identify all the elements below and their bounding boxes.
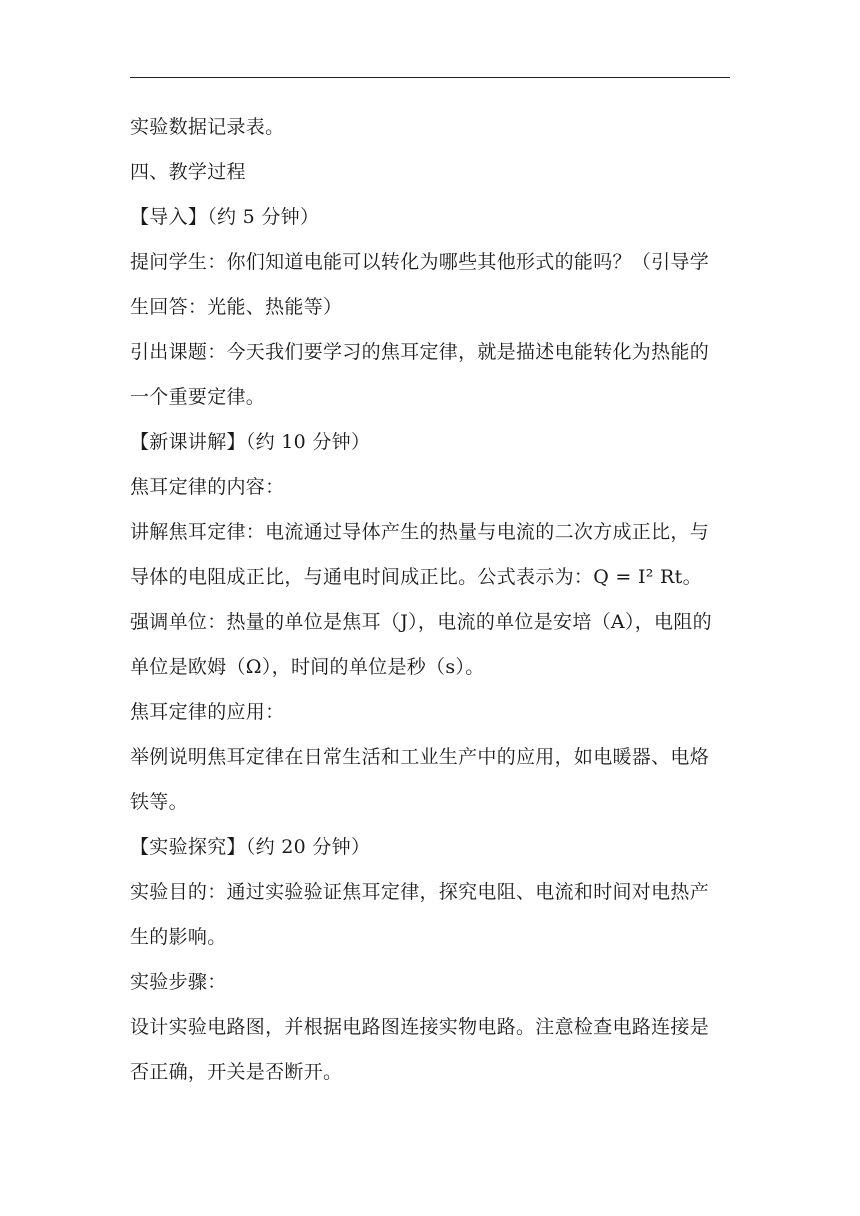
text-line: 讲解焦耳定律：电流通过导体产生的热量与电流的二次方成正比，与: [130, 521, 710, 543]
text-line: 焦耳定律的应用：: [130, 701, 285, 723]
text-line: 否正确，开关是否断开。: [130, 1061, 343, 1083]
subsection-heading: 【导入】（约 5 分钟）: [130, 206, 320, 228]
text-line: 单位是欧姆（Ω），时间的单位是秒（s）。: [130, 656, 485, 678]
text-line: 导体的电阻成正比，与通电时间成正比。公式表示为：Q = I² Rt。: [130, 566, 702, 588]
text-line: 生的影响。: [130, 926, 227, 948]
subsection-heading: 【新课讲解】（约 10 分钟）: [130, 431, 371, 453]
text-line: 实验步骤：: [130, 971, 227, 993]
text-line: 实验目的：通过实验验证焦耳定律，探究电阻、电流和时间对电热产: [130, 881, 710, 903]
text-line: 铁等。: [130, 791, 188, 813]
text-line: 焦耳定律的内容：: [130, 476, 285, 498]
text-line: 设计实验电路图，并根据电路图连接实物电路。注意检查电路连接是: [130, 1016, 710, 1038]
text-line: 引出课题：今天我们要学习的焦耳定律，就是描述电能转化为热能的: [130, 341, 710, 363]
header-rule: [130, 77, 730, 78]
text-line: 举例说明焦耳定律在日常生活和工业生产中的应用，如电暖器、电烙: [130, 746, 710, 768]
text-line: 一个重要定律。: [130, 386, 266, 408]
text-line: 生回答：光能、热能等）: [130, 296, 343, 318]
text-line: 提问学生：你们知道电能可以转化为哪些其他形式的能吗？（引导学: [130, 251, 710, 273]
section-heading: 四、教学过程: [130, 161, 246, 183]
text-line: 实验数据记录表。: [130, 116, 285, 138]
text-line: 强调单位：热量的单位是焦耳（J），电流的单位是安培（A），电阻的: [130, 611, 712, 633]
subsection-heading: 【实验探究】（约 20 分钟）: [130, 836, 371, 858]
